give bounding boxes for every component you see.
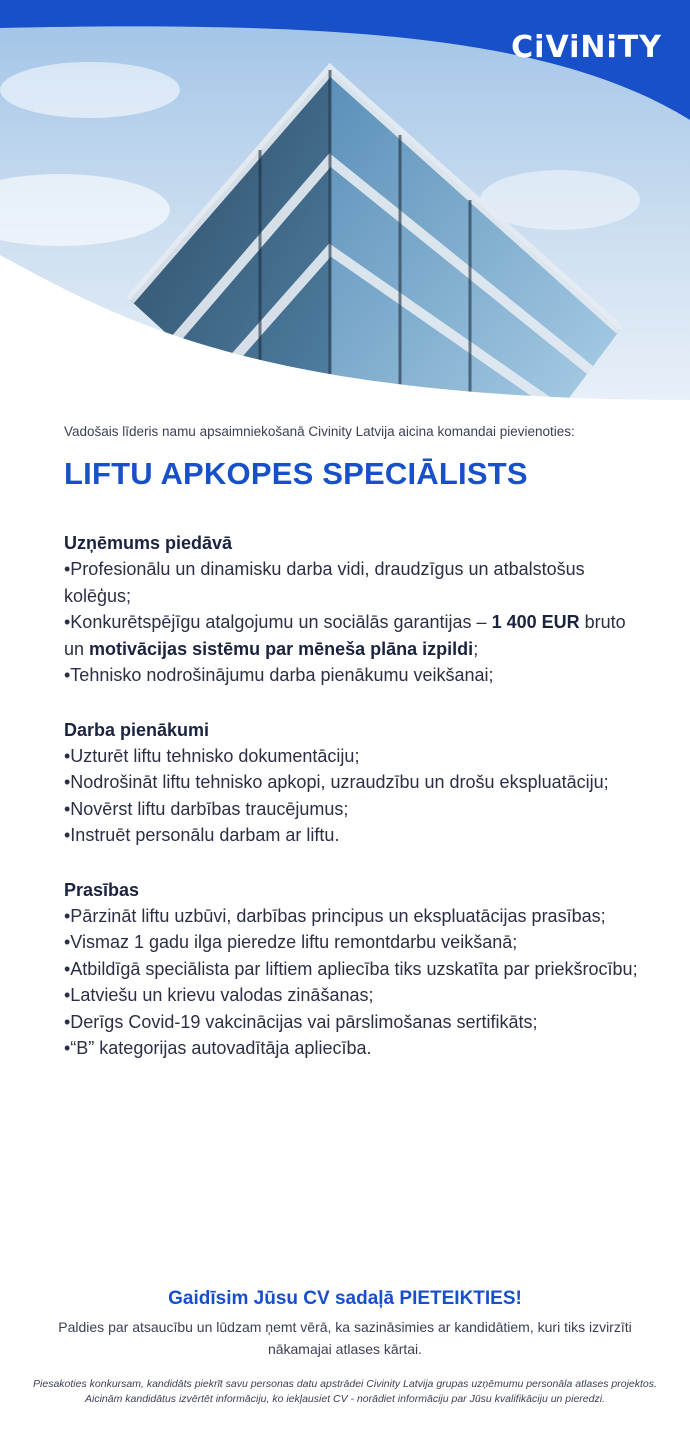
intro-text: Vadošais līderis namu apsaimniekošanā Civinity Latvija aicina komandai pievienoties: [64,424,575,439]
list-item: •Tehnisko nodrošinājumu darba pienākumu veikšanai; [64,665,494,685]
list-item: •Derīgs Covid-19 vakcinācijas vai pārslimošanas sertifikāts; [64,1011,538,1032]
list-item: •Atbildīgā speciālista par liftiem apliecība tiks uzskatīta par priekšrocību; [64,958,638,979]
job-title: LIFTU APKOPES SPECIĀLISTS [64,456,528,491]
section-heading: Uzņēmums piedāvā [64,533,233,553]
list-item: •“B” kategorijas autovadītāja apliecība. [64,1038,372,1058]
list-item: •Latviešu un krievu valodas zināšanas; [64,985,374,1005]
section-heading: Prasības [64,879,140,900]
salary-text-mid: bruto un [64,612,626,659]
offer-section [64,530,649,689]
salary-text: •Konkurētspējīgu atalgojumu un sociālās garantijas – [64,612,492,632]
section-heading: Darba pienākumi [64,719,210,740]
bonus-text: motivācijas sistēmu par mēneša plāna izpildi [89,638,474,659]
civinity-logo: CiViNiTY [511,30,662,65]
list-item [64,609,649,662]
list-item: •Profesionālu un dinamisku darba vidi, draudzīgus un atbalstošus kolēģus; [64,559,585,606]
apply-cta: Gaidīsim Jūsu CV sadaļā PIETEIKTIES! [168,1288,522,1309]
duties-section [64,717,649,849]
list-item: •Novērst liftu darbības traucējumus; [64,798,349,819]
salary-amount: 1 400 EUR [491,612,580,632]
duties-list [64,743,649,849]
offer-list [64,556,649,689]
list-item: •Vismaz 1 gadu ilga pieredze liftu remontdarbu veikšanā; [64,932,518,952]
requirements-list [64,903,649,1062]
list-item: •Uzturēt liftu tehnisko dokumentāciju; [64,745,360,766]
list-item: •Pārzināt liftu uzbūvi, darbības principus un ekspluatācijas prasības; [64,905,606,926]
salary-text-end: ; [473,638,479,659]
job-content [64,530,649,1090]
list-item: •Nodrošināt liftu tehnisko apkopi, uzraudzību un drošu ekspluatāciju; [64,772,609,792]
footer-note: Paldies par atsaucību un lūdzam ņemt vērā, ka sazināsimies ar kandidātiem, kuri tiks izvirzīti nākamajai atlases kārtai. [58,1319,632,1357]
list-item: •Instruēt personālu darbam ar liftu. [64,825,340,845]
requirements-section [64,877,649,1062]
hero-image [0,0,690,410]
privacy-disclaimer: Piesakoties konkursam, kandidāts piekrīt savu personas datu apstrādei Civinity Latvija grupas uzņēmumu personāla atlases projektos. Aicinām kandidātus izvērtēt informāciju, ko iekļausiet CV - norādiet informāciju par Jūsu kvalifikāciju un pieredzi. [33,1378,657,1405]
